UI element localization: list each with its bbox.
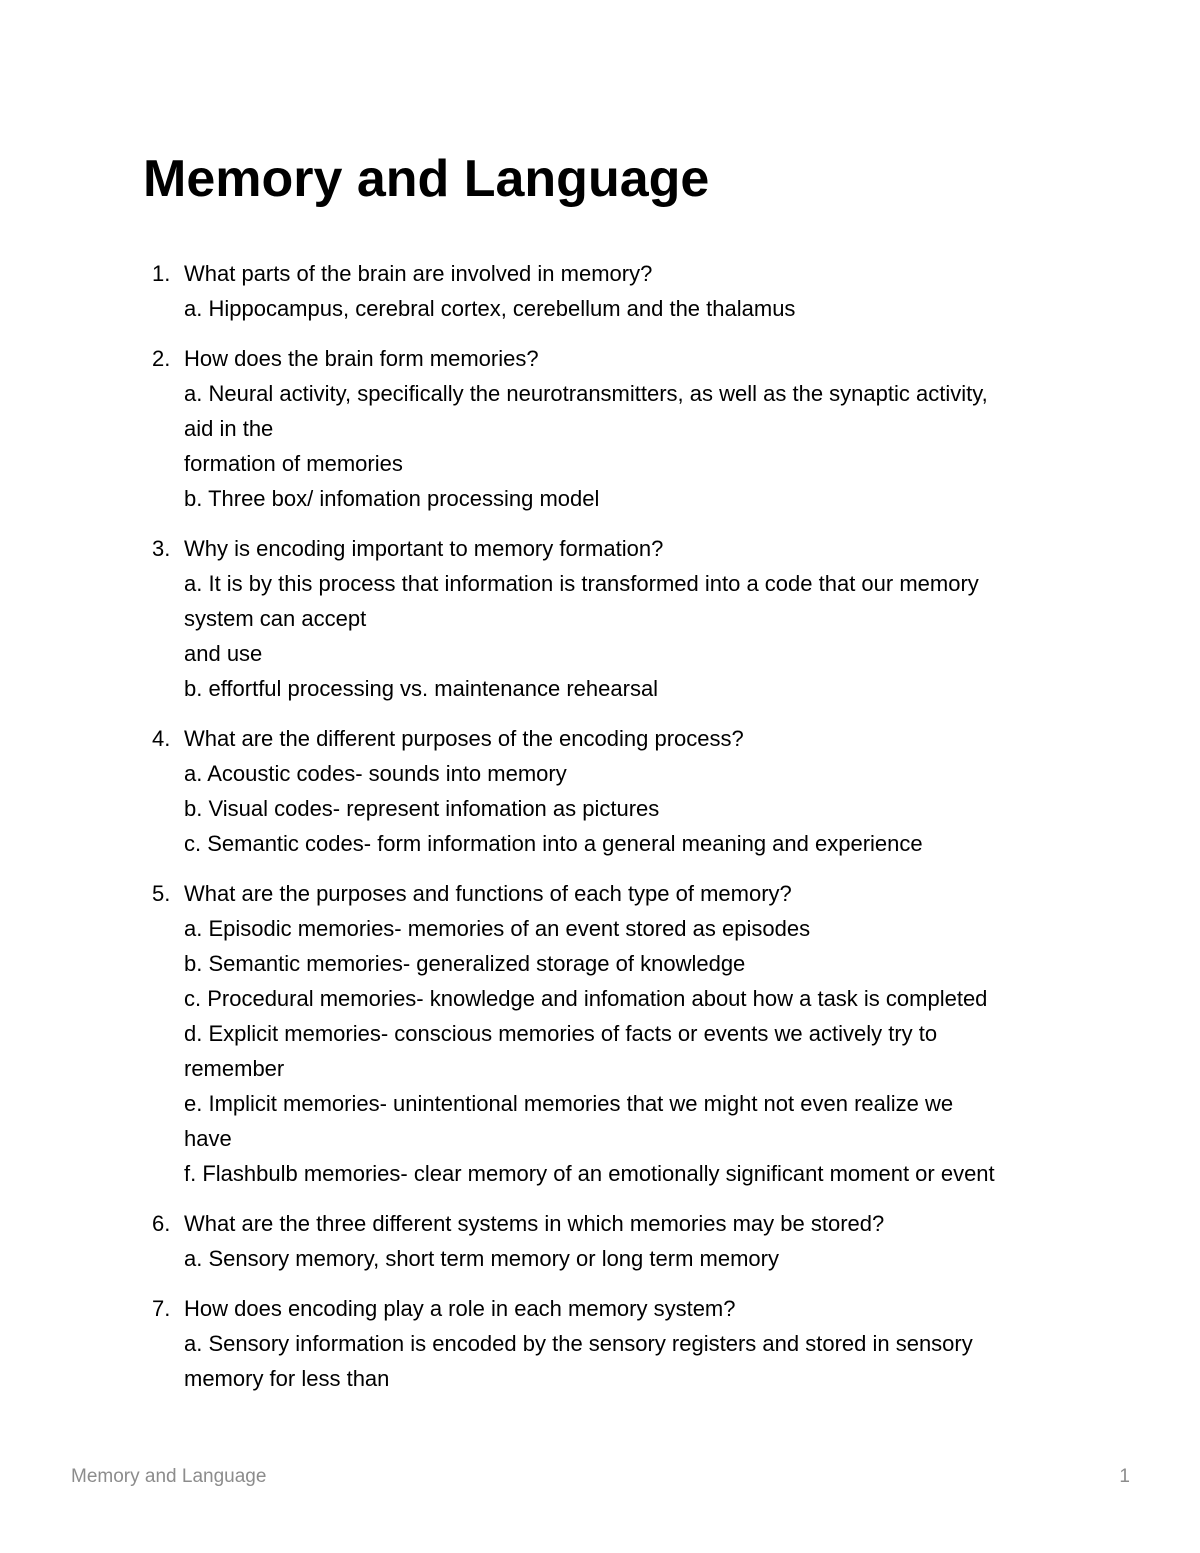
answer-line: and use	[184, 641, 263, 666]
answer-line: b. Semantic memories- generalized storage of knowledge	[184, 951, 746, 976]
answer-line: b. Visual codes- represent infomation as pictures	[184, 796, 660, 821]
answer-block	[0, 376, 1084, 516]
question-text: Why is encoding important to memory formation?	[184, 536, 664, 561]
answer-line: have	[184, 1126, 232, 1151]
question-item	[0, 531, 1200, 706]
question-item	[0, 341, 1200, 516]
question-number: 6.	[152, 1211, 171, 1236]
answer-line: b. effortful processing vs. maintenance rehearsal	[184, 676, 659, 701]
question-item	[0, 721, 1200, 861]
footer-title: Memory and Language	[71, 1466, 267, 1487]
question-item	[0, 876, 1200, 1191]
answer-line: b. Three box/ infomation processing model	[184, 486, 600, 511]
answer-block	[0, 1241, 1084, 1276]
answer-line: a. Neural activity, specifically the neurotransmitters, as well as the synaptic activity,	[184, 381, 988, 406]
answer-block	[0, 756, 1084, 861]
answer-line: a. Sensory information is encoded by the sensory registers and stored in sensory	[184, 1331, 973, 1356]
question-number: 2.	[152, 346, 171, 371]
answer-line: d. Explicit memories- conscious memories of facts or events we actively try to	[184, 1021, 938, 1046]
answer-block	[0, 291, 1084, 326]
question-item	[0, 1291, 1200, 1396]
question-text: What parts of the brain are involved in memory?	[184, 261, 653, 286]
answer-line: a. It is by this process that information is transformed into a code that our memory	[184, 571, 979, 596]
question-text: What are the three different systems in which memories may be stored?	[184, 1211, 885, 1236]
footer-page-number: 1	[1119, 1466, 1130, 1487]
answer-line: c. Procedural memories- knowledge and infomation about how a task is completed	[184, 986, 988, 1011]
question-number: 1.	[152, 261, 171, 286]
answer-line: a. Acoustic codes- sounds into memory	[184, 761, 567, 786]
question-number: 3.	[152, 536, 171, 561]
question-list	[0, 256, 1200, 1411]
question-item	[0, 1206, 1200, 1276]
answer-line: c. Semantic codes- form information into a general meaning and experience	[184, 831, 923, 856]
question-text: What are the purposes and functions of each type of memory?	[184, 881, 792, 906]
question-number: 4.	[152, 726, 171, 751]
page-title: Memory and Language	[143, 150, 710, 208]
answer-line: f. Flashbulb memories- clear memory of an emotionally significant moment or event	[184, 1161, 995, 1186]
answer-line: formation of memories	[184, 451, 403, 476]
answer-line: a. Sensory memory, short term memory or long term memory	[184, 1246, 779, 1271]
question-item	[0, 256, 1200, 326]
answer-block	[0, 1326, 1084, 1396]
answer-line: a. Episodic memories- memories of an event stored as episodes	[184, 916, 811, 941]
question-number: 7.	[152, 1296, 171, 1321]
answer-line: system can accept	[184, 606, 367, 631]
answer-block	[0, 911, 1084, 1191]
answer-line: aid in the	[184, 416, 274, 441]
question-text: How does encoding play a role in each memory system?	[184, 1296, 736, 1321]
question-text: How does the brain form memories?	[184, 346, 539, 371]
question-number: 5.	[152, 881, 171, 906]
answer-line: remember	[184, 1056, 285, 1081]
answer-line: memory for less than	[184, 1366, 390, 1391]
answer-block	[0, 566, 1084, 706]
answer-line: a. Hippocampus, cerebral cortex, cerebellum and the thalamus	[184, 296, 796, 321]
question-text: What are the different purposes of the encoding process?	[184, 726, 744, 751]
answer-line: e. Implicit memories- unintentional memories that we might not even realize we	[184, 1091, 954, 1116]
